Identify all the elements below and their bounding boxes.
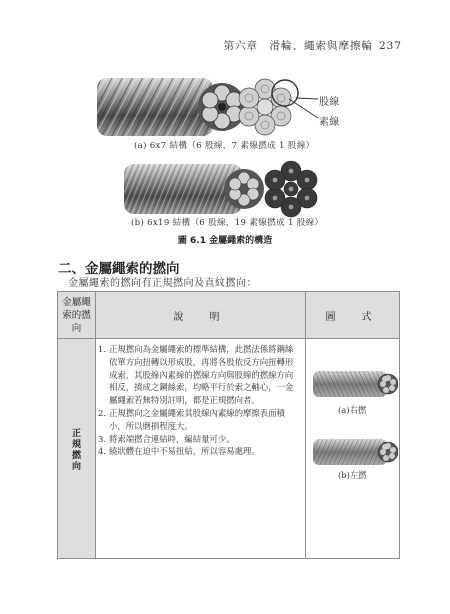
wire-rope-figure: [0, 0, 450, 250]
chapter-title: 第六章 滑輪、繩索與摩擦輪: [223, 40, 373, 52]
list-item: 1. 正規撚向為金屬繩索的標準結構，此撚法係將鋼絲依單方向扭轉以形成股，再將各股依反方向扭轉形成索，其股線內素線的撚線方向與股線的撚線方向相反，撓成之鋼絲索，均略平行於索之軸心，一金屬繩索若無特別註明，都是正規撚向者。: [98, 344, 294, 406]
header-lay-direction: 金屬繩索的撚向: [62, 296, 91, 334]
row-label-text: 正 規 撚 向: [71, 429, 81, 472]
rope-6x7-side-view: [97, 78, 213, 136]
page-number: 237: [378, 40, 402, 52]
figure-title: 圖 6.1 金屬繩索的構造: [177, 236, 273, 246]
caption-b: (b) 6x19 結構（6 股線，19 素線撚成 1 股線）: [131, 218, 324, 228]
column-divider: [95, 292, 96, 558]
caption-left-lay: (b)左撚: [338, 470, 367, 480]
table-header: [58, 292, 399, 339]
list-item: 4. 繞狀體在迫中不易扭結，所以容易處理。: [98, 446, 260, 457]
column-divider: [305, 292, 306, 558]
left-lay-rope: [313, 439, 398, 465]
cross-section-6x19: [265, 161, 317, 217]
list-item: 3. 將索端撚合連結時，編結量可少。: [98, 433, 235, 444]
cross-section-6x7: [239, 79, 318, 135]
section-intro: 金屬繩索的撚向有正規撚向及直紋撚向：: [68, 278, 257, 289]
callout-wire: 素線: [319, 117, 340, 128]
list-item: 2. 正規撚向之金屬繩索其股線內素線的摩擦表面積小，所以磨損程度大。: [98, 407, 285, 431]
header-description: 說 明: [173, 311, 228, 323]
row-label-cell: [58, 339, 95, 558]
rope-6x7-end-view: [198, 83, 246, 131]
header-diagram: 圖 式: [325, 311, 380, 323]
right-lay-rope: [313, 371, 398, 397]
row-label: [58, 429, 95, 473]
section-heading: 二、金屬繩索的撚向: [58, 261, 180, 277]
caption-right-lay: (a)右撚: [338, 405, 367, 415]
rope-6x19-end-view: [224, 169, 264, 209]
callout-strand: 股線: [319, 97, 340, 108]
caption-a: (a) 6x7 結構（6 股線，7 素線撚成 1 股線）: [134, 141, 315, 151]
rope-lay-table: [57, 291, 400, 559]
description-list: [98, 343, 300, 458]
